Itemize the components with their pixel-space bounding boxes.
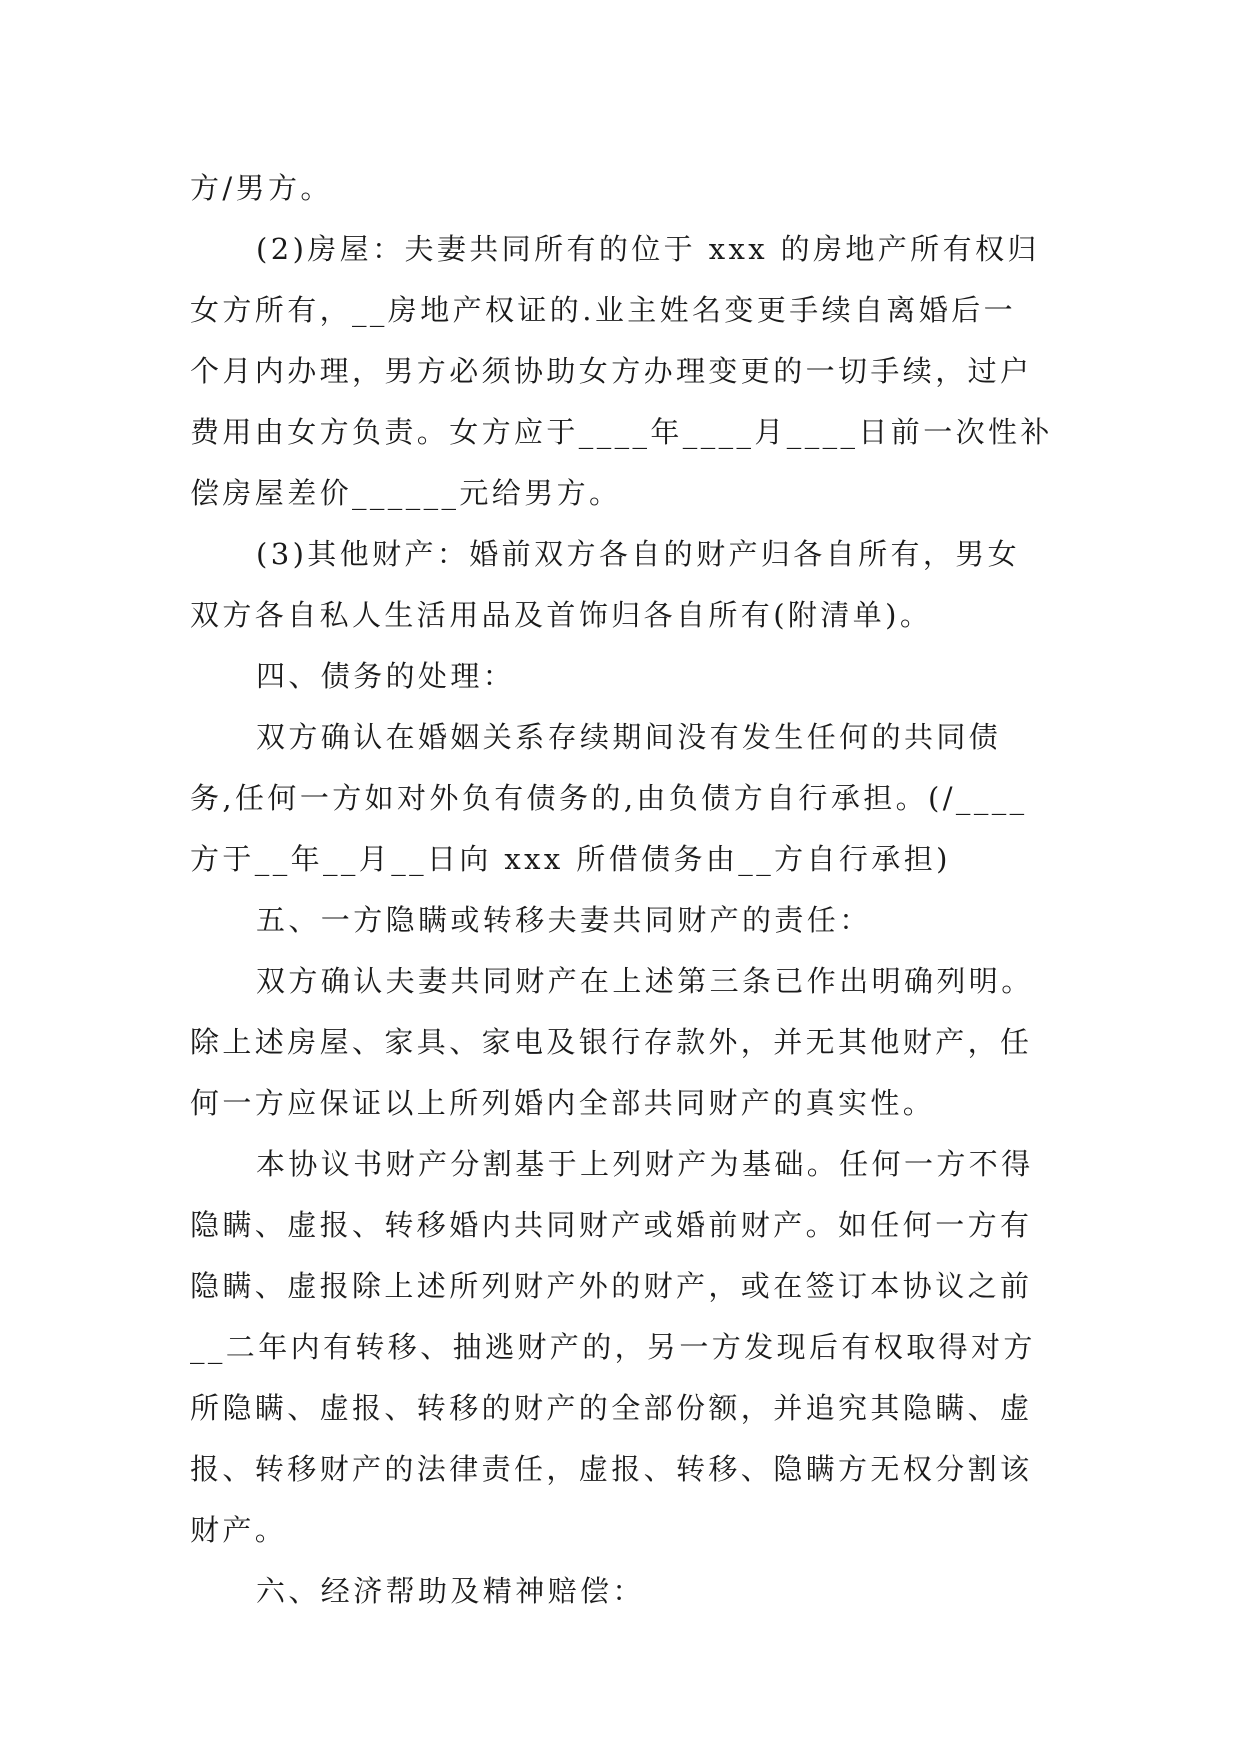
text-line: 何一方应保证以上所列婚内全部共同财产的真实性。 <box>190 1086 936 1120</box>
text-line: 本协议书财产分割基于上列财产为基础。任何一方不得 <box>256 1147 1034 1181</box>
text-line: 隐瞒、虚报、转移婚内共同财产或婚前财产。如任何一方有 <box>190 1208 1033 1242</box>
text-line: 双方确认在婚姻关系存续期间没有发生任何的共同债 <box>256 720 1002 754</box>
text-line: 双方确认夫妻共同财产在上述第三条已作出明确列明。 <box>256 964 1034 998</box>
text-line: 财产。 <box>190 1513 288 1547</box>
text-line: 女方所有，__房地产权证的.业主姓名变更手续自离婚后一 <box>190 293 1017 327</box>
text-line: 所隐瞒、虚报、转移的财产的全部份额，并追究其隐瞒、虚 <box>190 1391 1033 1425</box>
section-heading: 四、债务的处理： <box>256 659 516 693</box>
text-line: 务,任何一方如对外负有债务的,由负债方自行承担。(/____ <box>190 781 1028 815</box>
text-line: 双方各自私人生活用品及首饰归各自所有(附清单)。 <box>190 598 933 632</box>
section-heading: 五、一方隐瞒或转移夫妻共同财产的责任： <box>256 903 872 937</box>
text-line: (3)其他财产：婚前双方各自的财产归各自所有，男女 <box>256 537 1021 571</box>
text-line: 偿房屋差价______元给男方。 <box>190 476 622 510</box>
text-line: 除上述房屋、家具、家电及银行存款外，并无其他财产，任 <box>190 1025 1033 1059</box>
document-page <box>190 158 1052 1622</box>
text-line: 个月内办理，男方必须协助女方办理变更的一切手续，过户 <box>190 354 1033 388</box>
text-line: 方/男方。 <box>190 171 333 205</box>
text-line: 报、转移财产的法律责任，虚报、转移、隐瞒方无权分割该 <box>190 1452 1033 1486</box>
text-line: 费用由女方负责。女方应于____年____月____日前一次性补 <box>190 415 1053 449</box>
text-line: (2)房屋：夫妻共同所有的位于 xxx 的房地产所有权归 <box>256 232 1040 266</box>
section-heading: 六、经济帮助及精神赔偿： <box>256 1574 645 1608</box>
text-line: 隐瞒、虚报除上述所列财产外的财产，或在签订本协议之前 <box>190 1269 1033 1303</box>
text-line: 方于__年__月__日向 xxx 所借债务由__方自行承担) <box>190 842 951 876</box>
text-line: __二年内有转移、抽逃财产的，另一方发现后有权取得对方 <box>190 1330 1036 1364</box>
